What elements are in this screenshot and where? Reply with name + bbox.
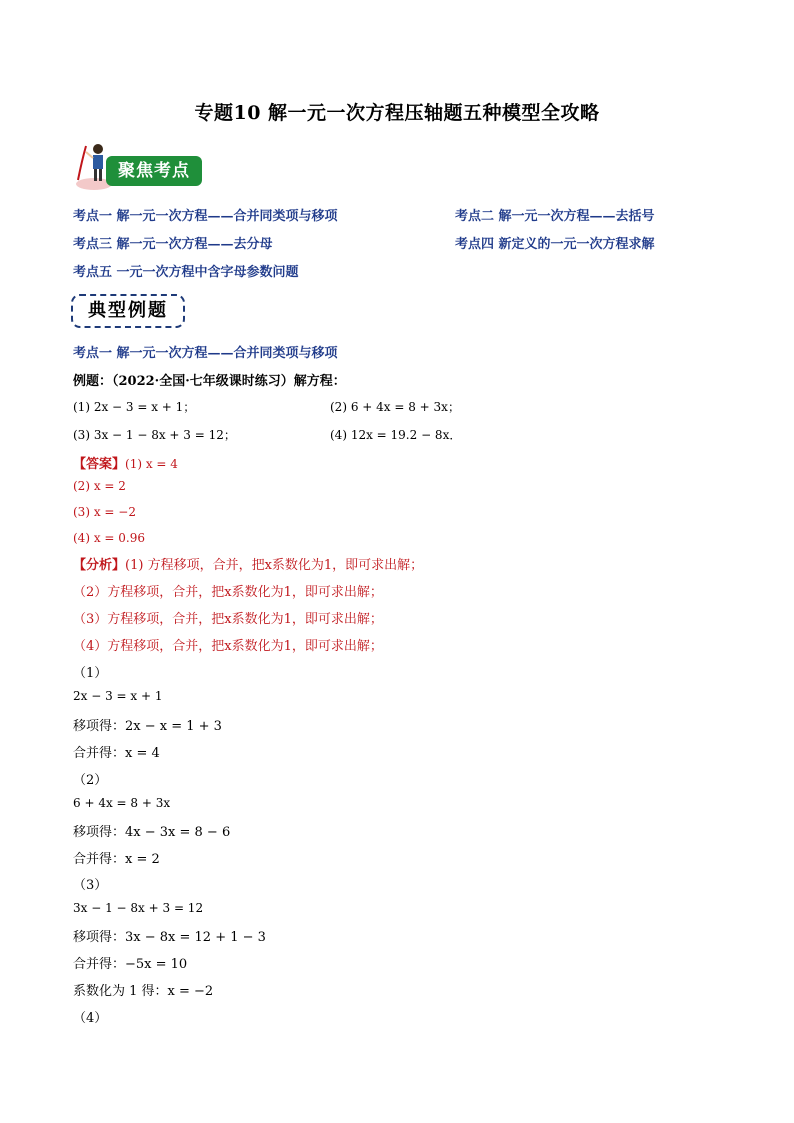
focus-banner [72, 140, 204, 192]
answer-line-1 [73, 453, 178, 472]
part-3-coefficient: 系数化为 1 得：x = −2 [73, 984, 214, 999]
part-4-label: （4） [73, 1011, 108, 1026]
example-prompt: 例题：（2022·全国·七年级课时练习）解方程： [73, 374, 346, 389]
answer-tag: 【答案】 [73, 457, 126, 472]
answer-4: (4) x = 0.96 [73, 531, 145, 545]
analysis-line-1 [73, 554, 423, 573]
part-1-combine: 合并得：x = 4 [73, 746, 160, 761]
part-2-move: 移项得：4x − 3x = 8 − 6 [73, 825, 231, 840]
part-1-move: 移项得：2x − x = 1 + 3 [73, 719, 222, 734]
answer-2: (2) x = 2 [73, 479, 126, 493]
toc-item-point4[interactable]: 考点四 新定义的一元一次方程求解 [455, 237, 655, 252]
analysis-4: （4）方程移项，合并，把x系数化为1，即可求出解； [73, 639, 383, 654]
toc-item-point2[interactable]: 考点二 解一元一次方程——去括号 [455, 209, 655, 224]
toc-item-point5[interactable]: 考点五 一元一次方程中含字母参数问题 [73, 265, 299, 280]
part-2-label: （2） [73, 773, 108, 788]
part-2-equation: 6 + 4x = 8 + 3x [73, 796, 171, 810]
toc-item-point3[interactable]: 考点三 解一元一次方程——去分母 [73, 237, 273, 252]
analysis-3: （3）方程移项，合并，把x系数化为1，即可求出解； [73, 612, 383, 627]
toc-item-point1[interactable]: 考点一 解一元一次方程——合并同类项与移项 [73, 209, 338, 224]
analysis-2: （2）方程移项，合并，把x系数化为1，即可求出解； [73, 585, 383, 600]
analysis-1: (1) 方程移项，合并，把x系数化为1，即可求出解； [125, 558, 424, 573]
section-title: 考点一 解一元一次方程——合并同类项与移项 [73, 346, 338, 361]
part-2-combine: 合并得：x = 2 [73, 852, 160, 867]
part-3-combine: 合并得：−5x = 10 [73, 957, 188, 972]
answer-3: (3) x = −2 [73, 505, 136, 519]
part-1-equation: 2x − 3 = x + 1 [73, 689, 163, 703]
question-1: (1) 2x − 3 = x + 1； [73, 400, 196, 414]
part-3-move: 移项得：3x − 8x = 12 + 1 − 3 [73, 930, 266, 945]
answer-1: (1) x = 4 [125, 457, 178, 471]
examples-header: 典型例题 [71, 294, 185, 328]
question-3: (3) 3x − 1 − 8x + 3 = 12； [73, 428, 236, 442]
focus-tag-label: 聚焦考点 [106, 156, 202, 186]
part-3-label: （3） [73, 878, 108, 893]
analysis-tag: 【分析】 [73, 558, 126, 573]
page-title: 专题10 解一元一次方程压轴题五种模型全攻略 [194, 102, 600, 124]
part-1-label: （1） [73, 666, 108, 681]
part-3-equation: 3x − 1 − 8x + 3 = 12 [73, 901, 204, 915]
question-2: (2) 6 + 4x = 8 + 3x； [330, 400, 460, 414]
question-4: (4) 12x = 19.2 − 8x． [330, 428, 462, 442]
